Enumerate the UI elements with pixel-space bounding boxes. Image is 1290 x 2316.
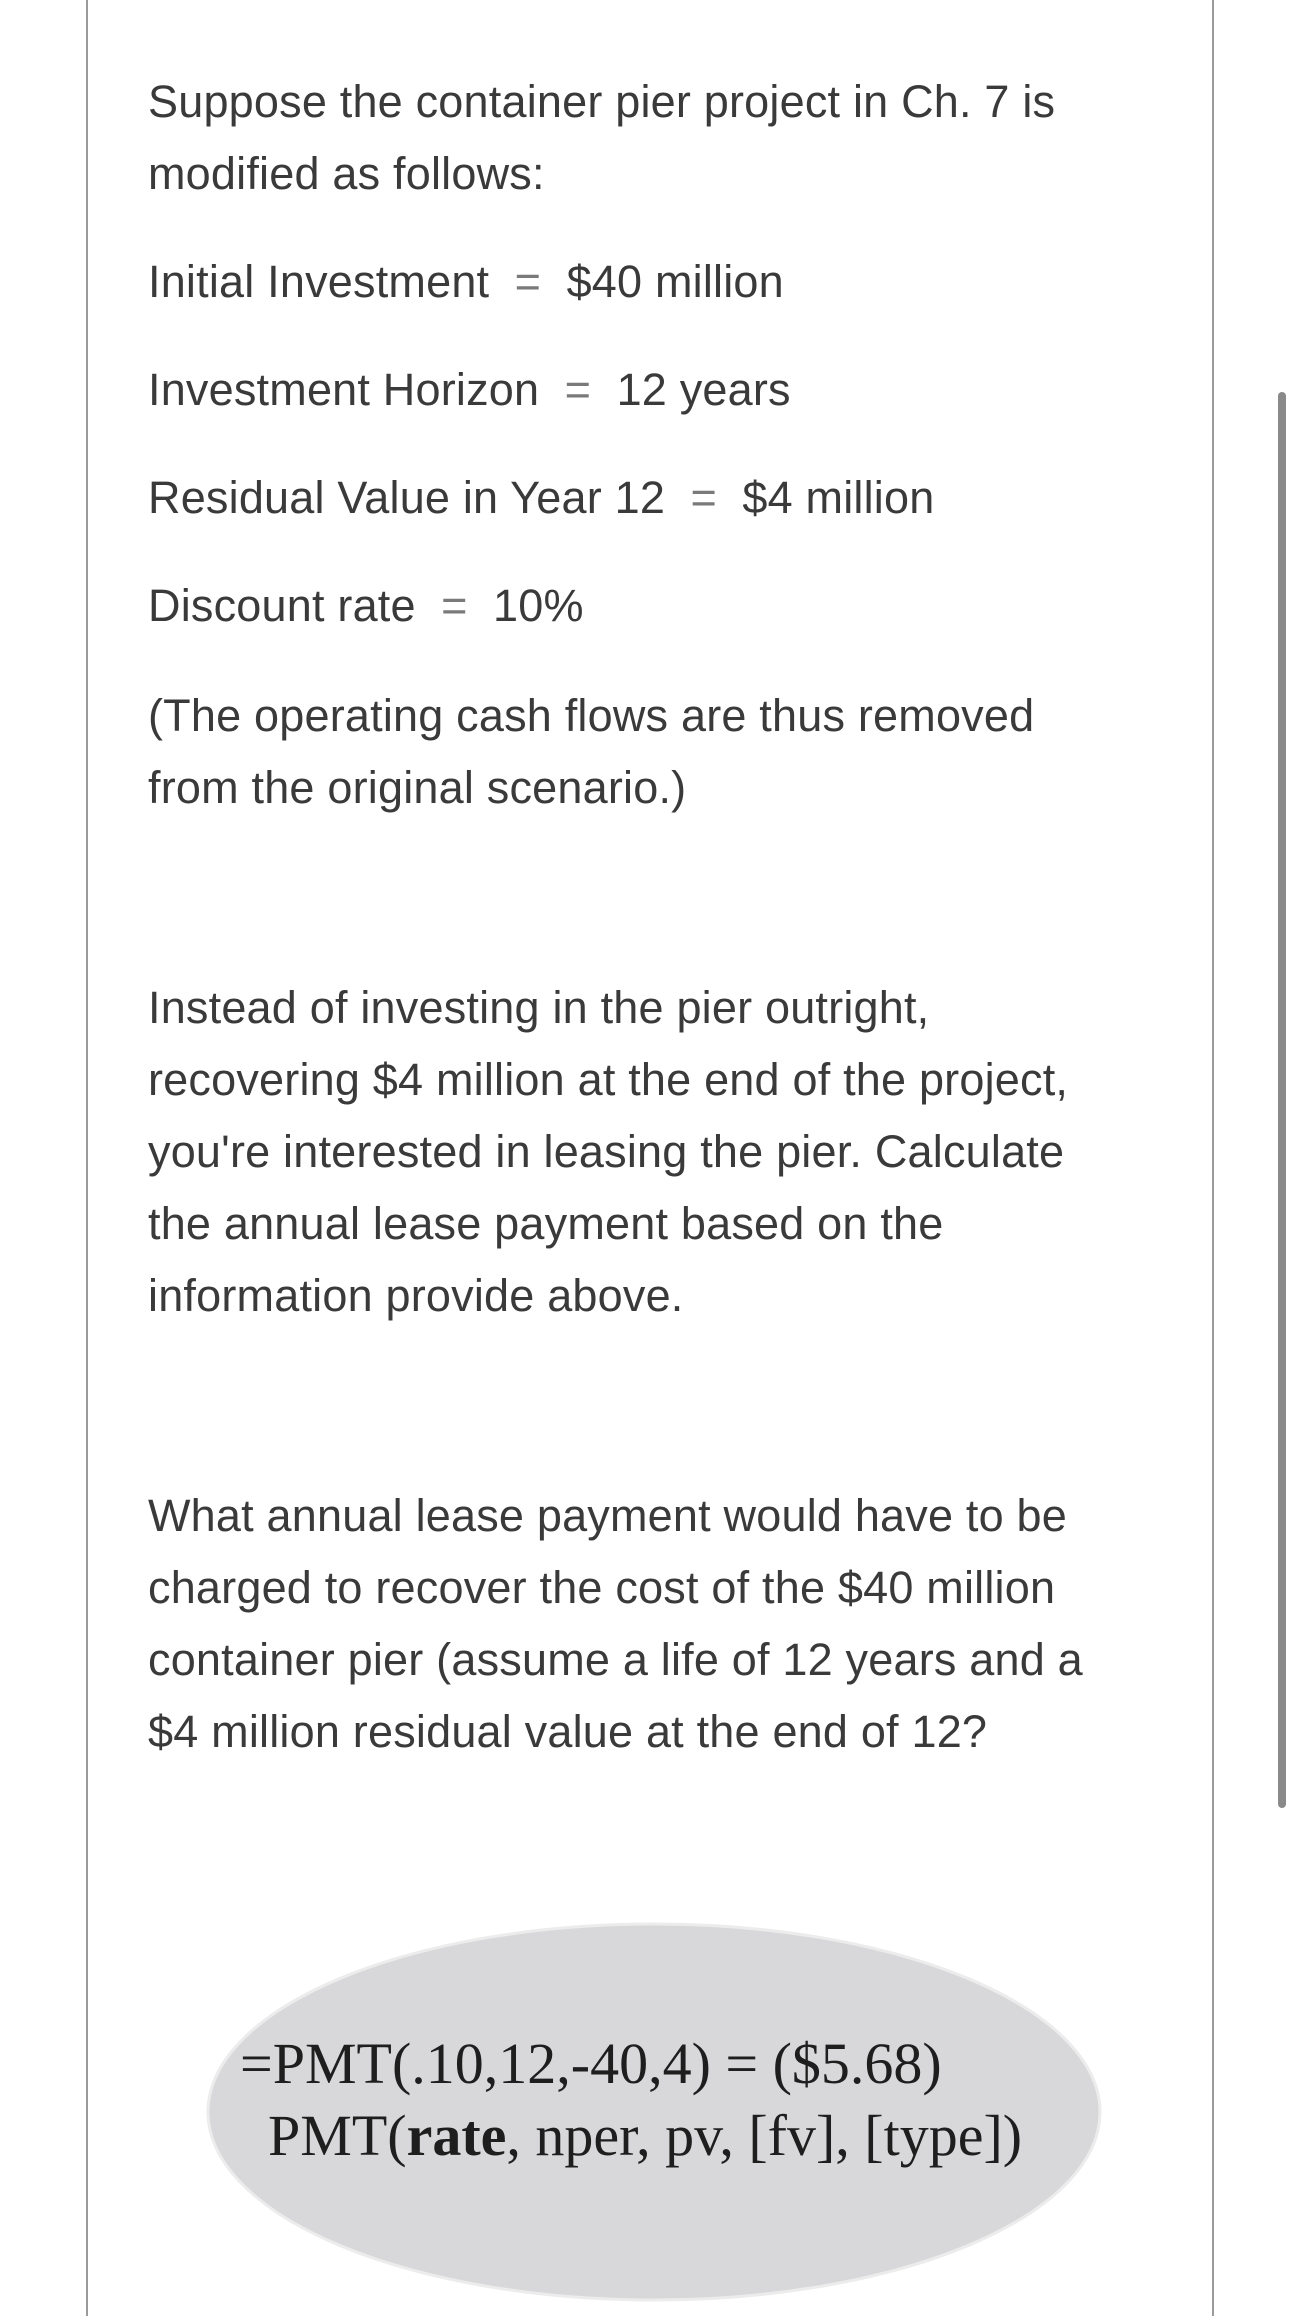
equals-sign: = <box>501 256 554 307</box>
note-line: (The operating cash flows are thus removed <box>148 690 1035 741</box>
param-label: Initial Investment <box>148 256 490 307</box>
question-line: charged to recover the cost of the $40 million <box>148 1562 1056 1613</box>
scrollbar-thumb[interactable] <box>1278 392 1286 1808</box>
param-value: $40 million <box>566 256 784 307</box>
pmt-fn: PMT( <box>268 2103 407 2168</box>
param-label: Residual Value in Year 12 <box>148 472 666 523</box>
param-initial-investment <box>148 246 784 318</box>
pmt-result: =PMT(.10,12,-40,4) = ($5.68) <box>240 2031 942 2096</box>
lease-line: recovering $4 million at the end of the project, <box>148 1054 1069 1105</box>
equals-sign: = <box>677 472 730 523</box>
lease-line: Instead of investing in the pier outright, <box>148 982 930 1033</box>
lease-line: the annual lease payment based on the <box>148 1198 944 1249</box>
intro-paragraph <box>148 66 1055 210</box>
question-line: $4 million residual value at the end of 12? <box>148 1706 988 1757</box>
param-value: $4 million <box>742 472 935 523</box>
question-line: container pier (assume a life of 12 years and a <box>148 1634 1083 1685</box>
param-value: 12 years <box>616 364 791 415</box>
question-line: What annual lease payment would have to be <box>148 1490 1067 1541</box>
formula-image <box>204 1920 1106 2308</box>
pmt-other-args: , nper, pv, [fv], [type]) <box>506 2103 1023 2168</box>
intro-line: Suppose the container pier project in Ch. 7 is <box>148 76 1056 127</box>
note-paragraph <box>148 680 1034 824</box>
equals-sign: = <box>551 364 604 415</box>
equals-sign: = <box>428 580 481 631</box>
param-label: Investment Horizon <box>148 364 540 415</box>
lease-paragraph <box>148 972 1068 1332</box>
param-investment-horizon <box>148 354 791 426</box>
note-line: from the original scenario.) <box>148 762 687 813</box>
question-paragraph <box>148 1480 1083 1768</box>
pmt-syntax <box>240 2100 1022 2172</box>
lease-line: information provide above. <box>148 1270 684 1321</box>
formula-text <box>240 2028 1022 2172</box>
intro-line: modified as follows: <box>148 148 545 199</box>
pmt-rate-arg: rate <box>406 2103 507 2168</box>
param-value: 10% <box>493 580 584 631</box>
param-discount-rate <box>148 570 584 642</box>
param-residual-value <box>148 462 934 534</box>
lease-line: you're interested in leasing the pier. Calculate <box>148 1126 1065 1177</box>
param-label: Discount rate <box>148 580 416 631</box>
